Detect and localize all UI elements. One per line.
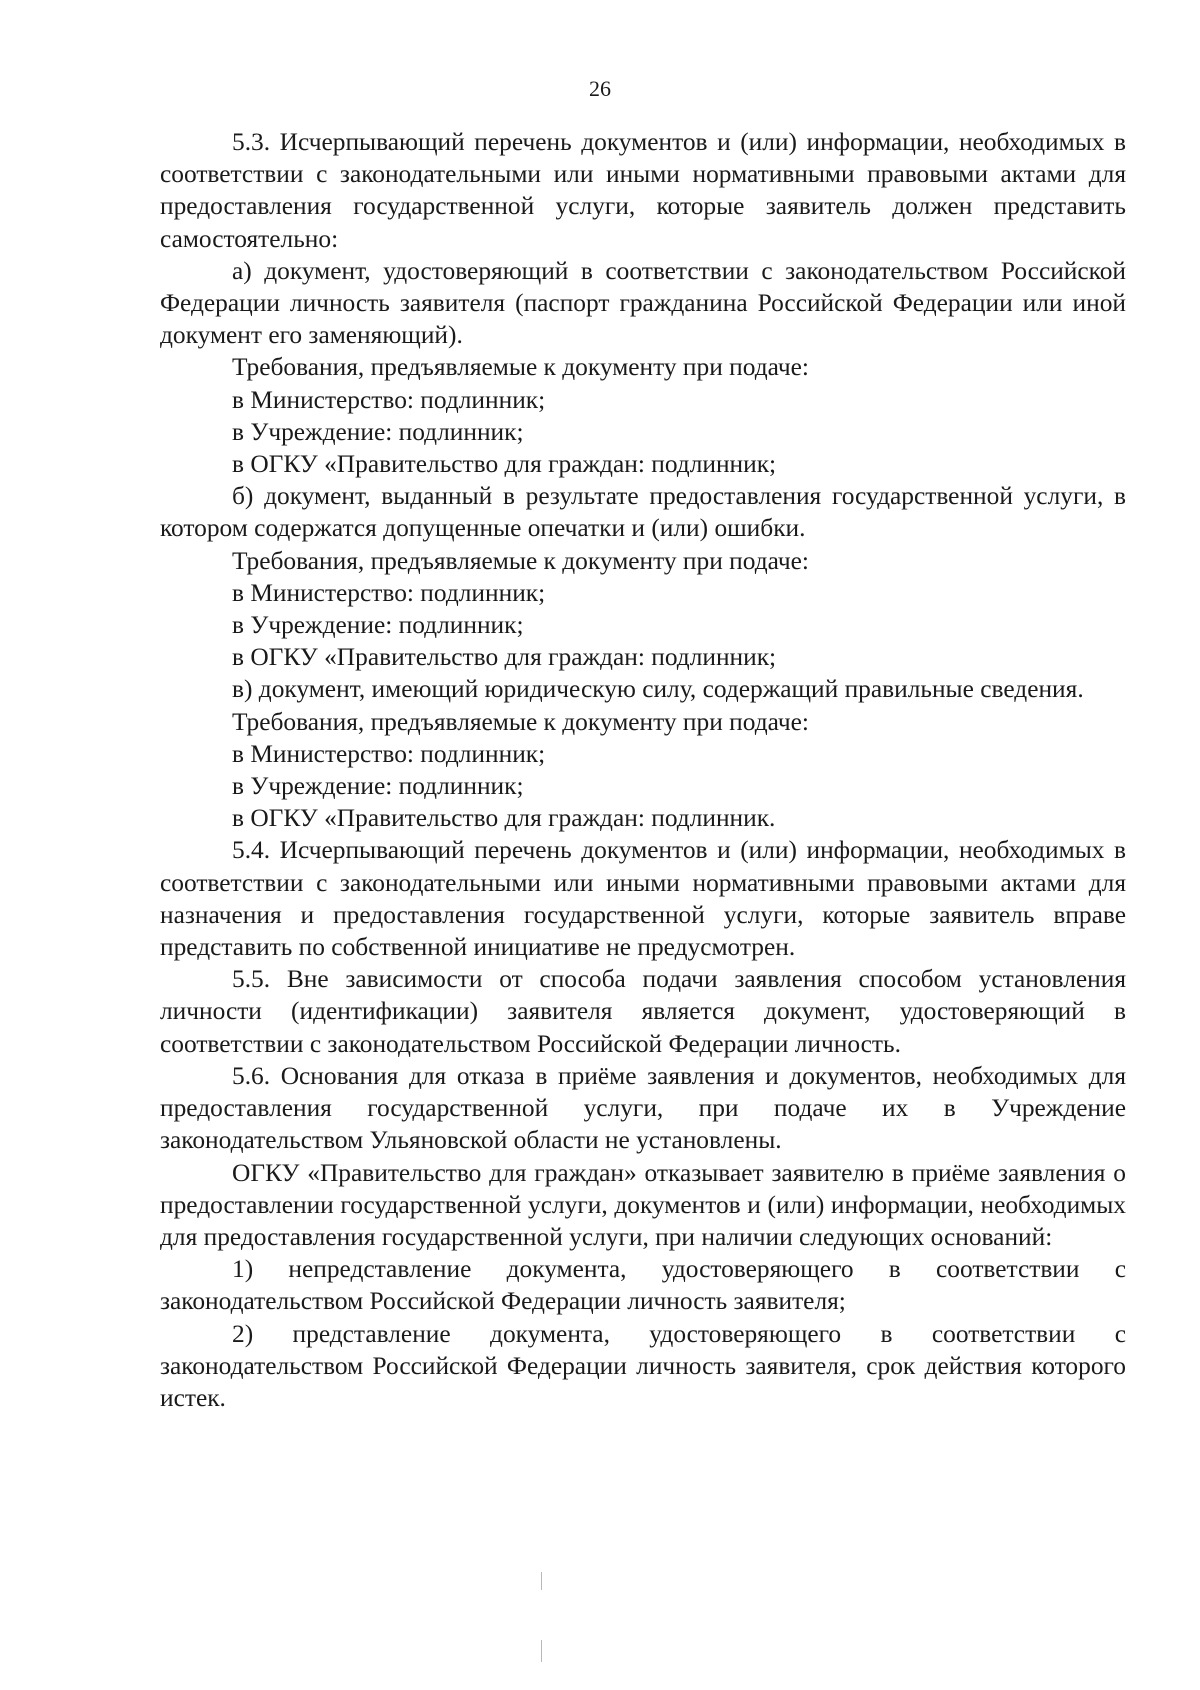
requirement-ministry: в Министерство: подлинник; (232, 385, 546, 414)
paragraph-5-4: 5.4. Исчерпывающий перечень документов и (или) информации, необходимых в соответствии с законодательными или иными нормативными правовыми актами для назначения и предоставления государственной услуги, которые заявитель вправе представить по собственной инициативе не предусмотрен. (160, 836, 1126, 962)
paragraph-item-2: 2) представление документа, удостоверяющего в соответствии с законодательством Российской Федерации личность заявителя, срок действия которого истек. (160, 1319, 1126, 1412)
requirements-heading: Требования, предъявляемые к документу при подаче: (232, 353, 809, 382)
requirement-ogku: в ОГКУ «Правительство для граждан: подлинник; (232, 450, 777, 479)
requirement-ministry: в Министерство: подлинник; (232, 578, 546, 607)
requirements-heading: Требования, предъявляемые к документу при подаче: (232, 707, 809, 736)
paragraph-item-b: б) документ, выданный в результате предоставления государственной услуги, в котором содержатся допущенные опечатки и (или) ошибки. (160, 482, 1126, 543)
paragraph-ogku-refusal: ОГКУ «Правительство для граждан» отказывает заявителю в приёме заявления о предоставлении государственной услуги, документов и (или) информации, необходимых для предоставления государственной услуги, при наличии следующих оснований: (160, 1158, 1126, 1251)
paragraph-5-6: 5.6. Основания для отказа в приёме заявления и документов, необходимых для предоставления государственной услуги, при подаче их в Учреждение законодательством Ульяновской области не установлены. (160, 1061, 1126, 1155)
requirement-ogku: в ОГКУ «Правительство для граждан: подлинник; (232, 643, 777, 672)
document-body (160, 126, 1126, 1414)
paragraph-item-1: 1) непредставление документа, удостоверяющего в соответствии с законодательством Российской Федерации личность заявителя; (160, 1255, 1126, 1316)
requirement-ogku: в ОГКУ «Правительство для граждан: подлинник. (232, 804, 776, 833)
requirements-heading: Требования, предъявляемые к документу при подаче: (232, 546, 809, 575)
requirement-institution: в Учреждение: подлинник; (232, 417, 524, 446)
paragraph-item-v: в) документ, имеющий юридическую силу, содержащий правильные сведения. (232, 675, 1084, 704)
requirement-ministry: в Министерство: подлинник; (232, 739, 546, 768)
paragraph-5-3: 5.3. Исчерпывающий перечень документов и (или) информации, необходимых в соответствии с законодательными или иными нормативными правовыми актами для предоставления государственной услуги, которые заявитель должен представить самостоятельно: (160, 128, 1126, 253)
paragraph-item-a: а) документ, удостоверяющий в соответствии с законодательством Российской Федерации личность заявителя (паспорт гражданина Российской Федерации или иной документ его заменяющий). (160, 256, 1126, 350)
requirement-institution: в Учреждение: подлинник; (232, 611, 524, 640)
requirement-institution: в Учреждение: подлинник; (232, 772, 524, 801)
scan-artifact-line (541, 1572, 542, 1590)
scan-artifact-line (541, 1640, 542, 1662)
page-number: 26 (589, 76, 611, 101)
paragraph-5-5: 5.5. Вне зависимости от способа подачи заявления способом установления личности (идентификации) заявителя является документ, удостоверяющий в соответствии с законодательством Российской Федерации личность. (160, 965, 1126, 1058)
